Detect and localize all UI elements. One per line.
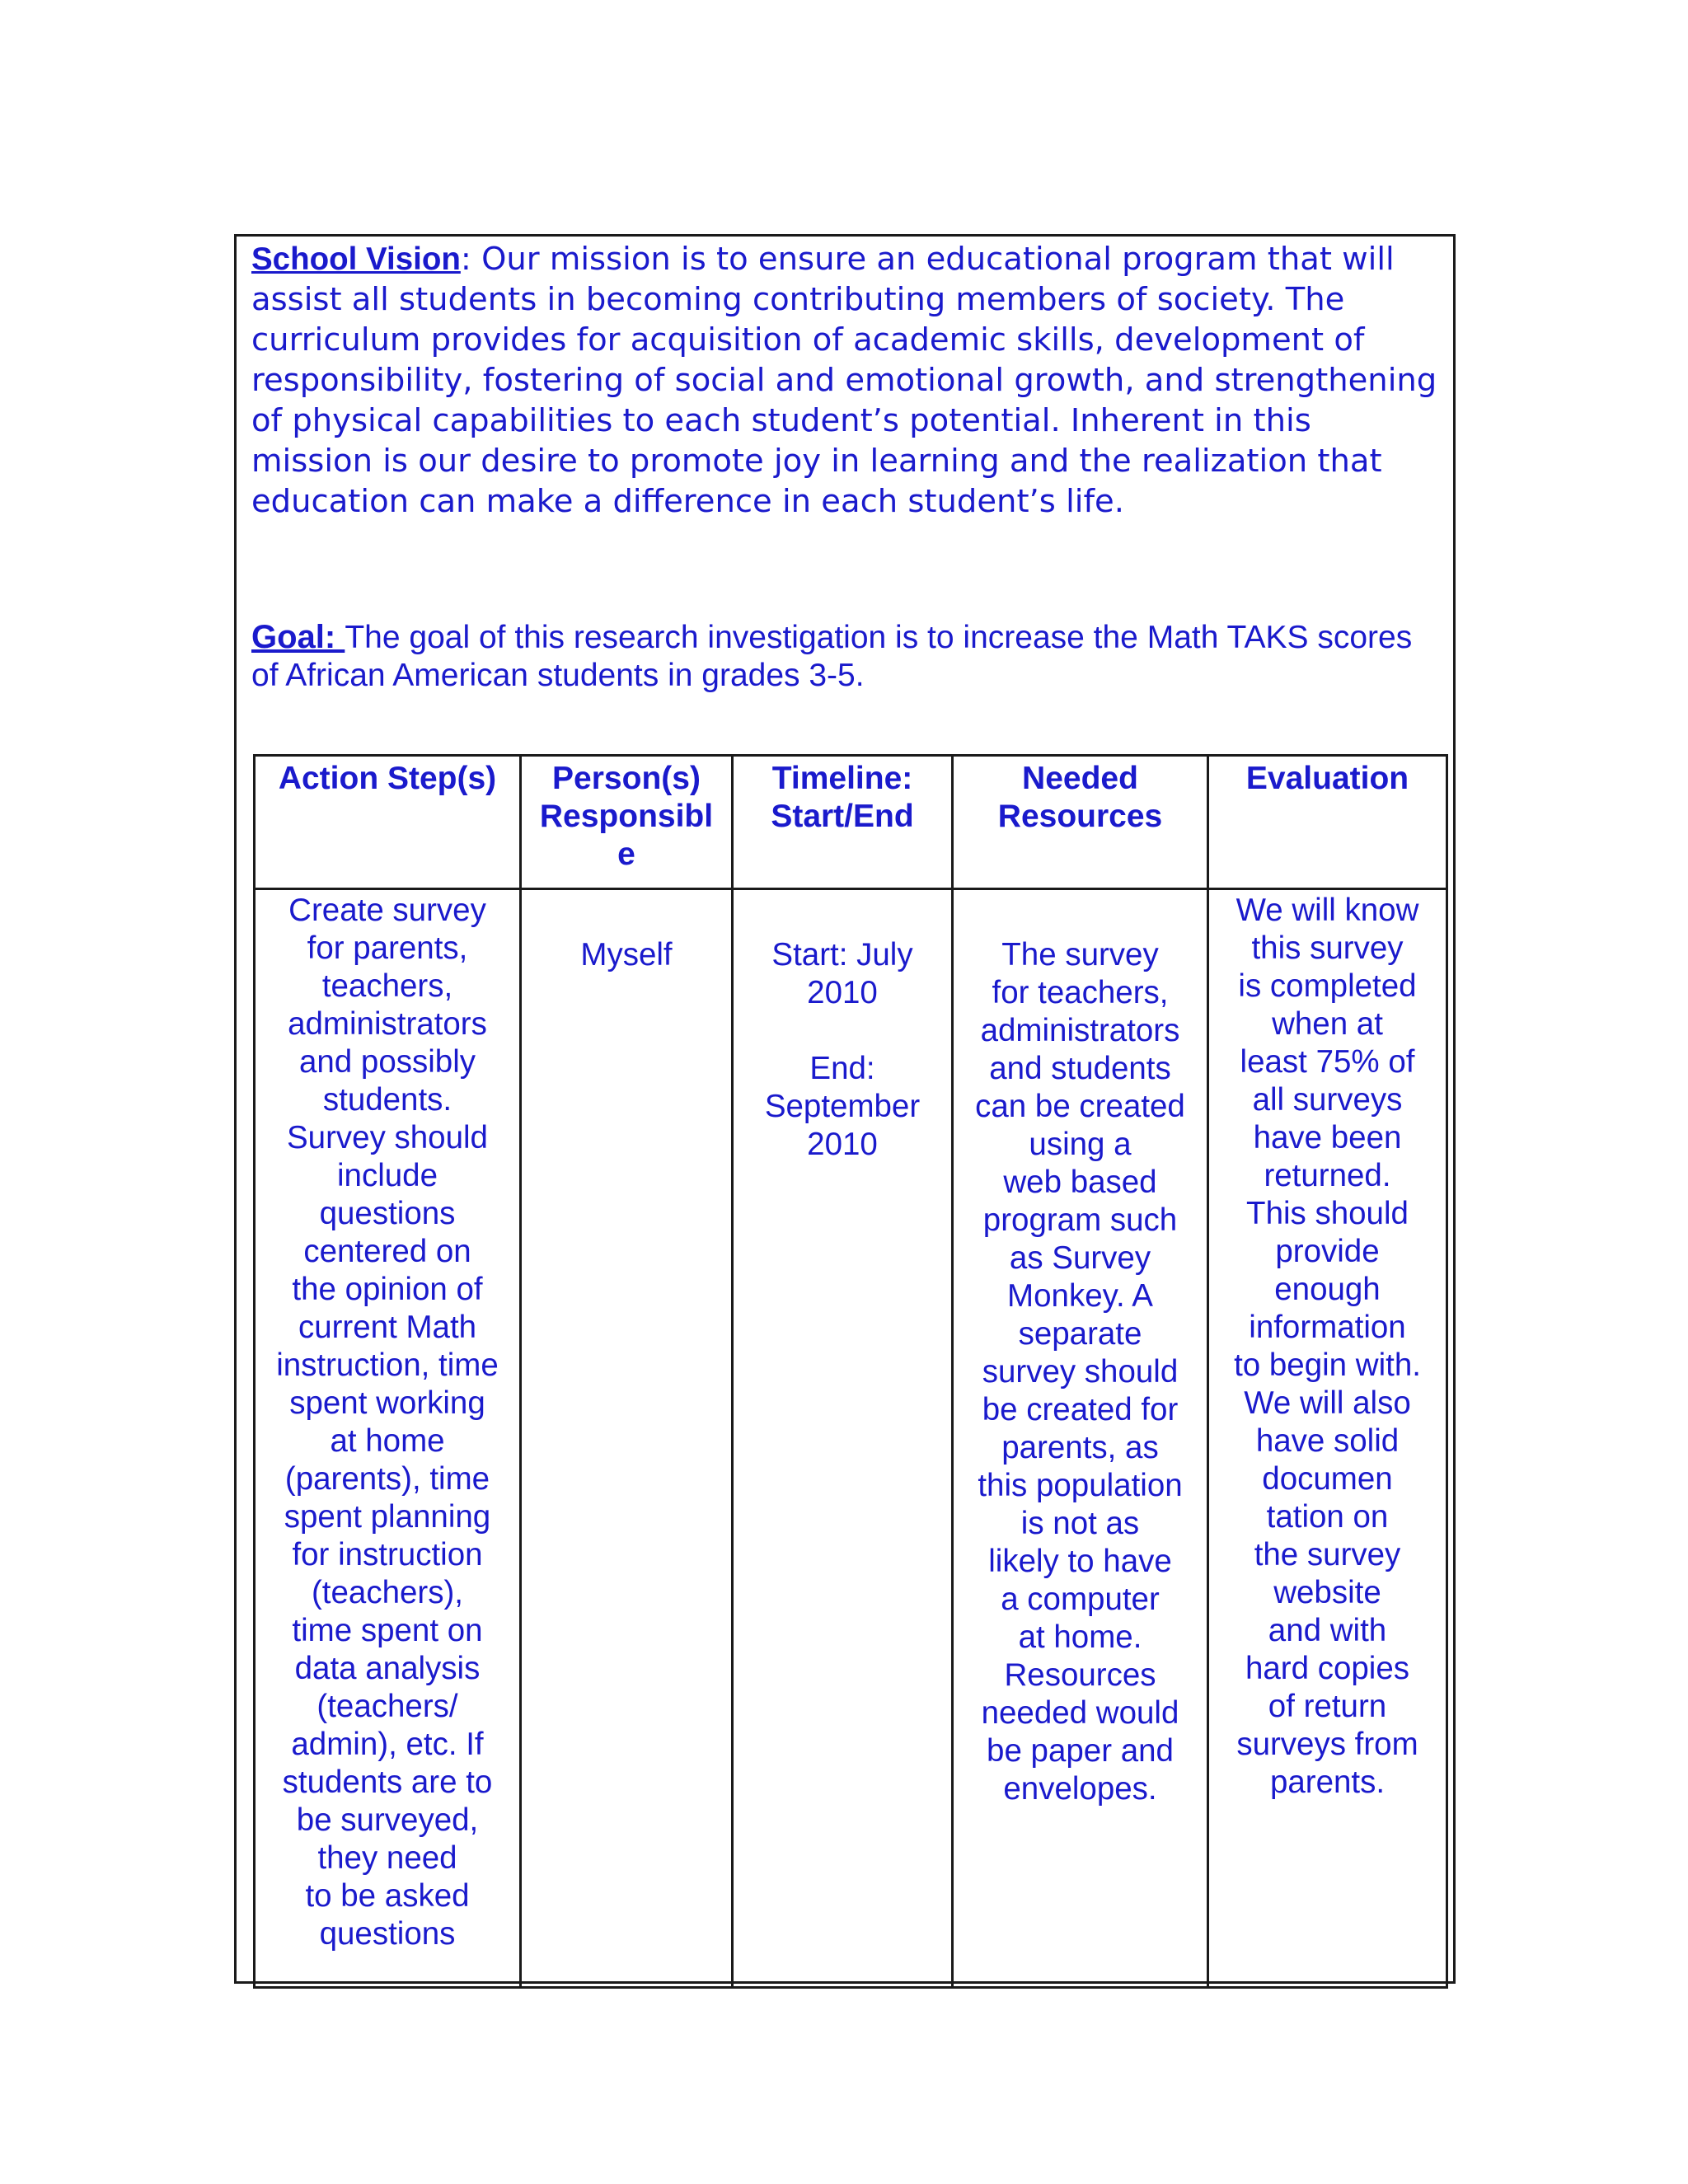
table-row xyxy=(255,889,1447,1988)
goal-label: Goal: xyxy=(251,619,345,655)
table-header-row xyxy=(255,756,1447,889)
header-persons-responsible: Person(s) Responsibl e xyxy=(521,756,733,889)
school-vision-label: School Vision xyxy=(251,241,461,277)
cell-evaluation: We will know this survey is completed when at least 75% of all surveys have been returned. This should provide enough information to begin with. We will also have solid documen tation on the survey website and with hard copies of return surveys from parents. xyxy=(1208,889,1447,1988)
school-vision-text: : Our mission is to ensure an educational program that will assist all students in becoming contributing members of society. The curriculum provides for acquisition of academic skills, development of responsibility, fostering of social and emotional growth, and strengthening of physical capabilities to each student’s potential. Inherent in this mission is our desire to promote joy in learning and the realization that education can make a difference in each student’s life. xyxy=(251,241,1437,520)
header-timeline: Timeline: Start/End xyxy=(733,756,953,889)
header-needed-resources: Needed Resources xyxy=(953,756,1208,889)
action-plan-table xyxy=(253,754,1448,1989)
header-evaluation: Evaluation xyxy=(1208,756,1447,889)
school-vision xyxy=(251,239,1438,522)
goal-statement xyxy=(251,618,1438,695)
header-action-steps: Action Step(s) xyxy=(255,756,521,889)
cell-person-responsible: Myself xyxy=(521,889,733,1988)
cell-timeline: Start: July 2010 End: September 2010 xyxy=(733,889,953,1988)
goal-text: The goal of this research investigation is to increase the Math TAKS scores of African American students in grades 3-5. xyxy=(251,620,1413,693)
cell-needed-resources: The survey for teachers, administrators and students can be created using a web based program such as Survey Monkey. A separate survey should be created for parents, as this population is not as likely to have a computer at home. Resources needed would be paper and envelopes. xyxy=(953,889,1208,1988)
cell-action-step: Create survey for parents, teachers, administrators and possibly students. Survey should include questions centered on the opinion of current Math instruction, time spent working at home (parents), time spent planning for instruction (teachers), time spent on data analysis (teachers/ admin), etc. If students are to be surveyed, they need to be asked questions xyxy=(255,889,521,1988)
